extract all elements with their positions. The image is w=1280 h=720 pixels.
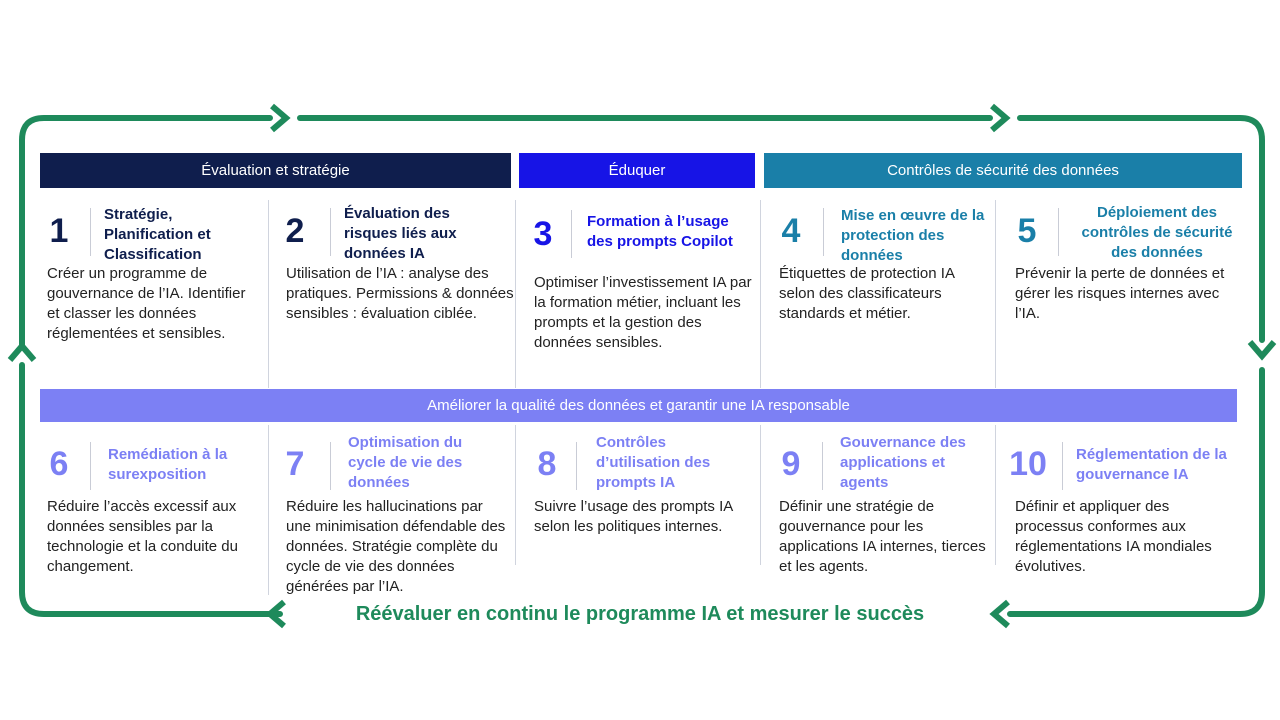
step-title: Déploiement des contrôles de sécurité des données <box>1081 204 1233 261</box>
step-number: 7 <box>285 445 305 483</box>
step-title: Optimisation du cycle de vie des données <box>348 434 463 491</box>
column-separator <box>995 425 996 565</box>
step-description: Optimiser l’investissement IA par la formation métier, incluant les prompts et la gestion des données sensibles. <box>534 274 752 351</box>
reevaluate-caption: Réévaluer en continu le programme IA et mesurer le succès <box>355 603 925 625</box>
step-description: Utilisation de l’IA : analyse des pratiques. Permissions & données sensibles : évaluation ciblée. <box>286 265 514 322</box>
step-number: 9 <box>781 445 801 483</box>
header-evaluation-strategie: Évaluation et stratégie <box>40 153 511 188</box>
step-title: Réglementation de la gouvernance IA <box>1076 446 1227 483</box>
header-controles-securite: Contrôles de sécurité des données <box>764 153 1242 188</box>
step-divider <box>576 442 577 490</box>
step-number: 1 <box>49 212 69 250</box>
step-number: 3 <box>533 215 553 253</box>
step-divider <box>823 208 824 256</box>
step-number: 10 <box>1009 445 1047 483</box>
chevron-right-icon <box>992 106 1006 130</box>
step-description: Définir et appliquer des processus conformes aux réglementations IA mondiales évolutives. <box>1015 498 1212 575</box>
step-title: Évaluation des risques liés aux données IA <box>344 205 457 262</box>
step-number: 5 <box>1017 212 1037 250</box>
step-number: 6 <box>49 445 69 483</box>
step-divider <box>1058 208 1059 256</box>
step-divider <box>1062 442 1063 490</box>
step-title: Remédiation à la surexposition <box>108 446 228 483</box>
step-description: Réduire l’accès excessif aux données sensibles par la technologie et la conduite du changement. <box>47 498 238 575</box>
step-description: Étiquettes de protection IA selon des classificateurs standards et métier. <box>779 265 955 322</box>
step-title: Mise en œuvre de la protection des données <box>841 207 985 264</box>
step-number: 8 <box>537 445 557 483</box>
step-divider <box>90 208 91 256</box>
responsible-ai-band: Améliorer la qualité des données et garantir une IA responsable <box>40 389 1237 422</box>
step-description: Définir une stratégie de gouvernance pour les applications IA internes, tierces et les agents. <box>779 498 986 575</box>
step-title: Stratégie, Planification et Classification <box>104 206 211 263</box>
column-separator <box>995 200 996 388</box>
step-divider <box>822 442 823 490</box>
chevron-down-icon <box>1250 342 1274 356</box>
chevron-right-icon <box>272 106 286 130</box>
step-title: Formation à l’usage des prompts Copilot <box>587 213 733 250</box>
chevron-up-icon <box>10 346 34 360</box>
step-number: 4 <box>781 212 801 250</box>
step-divider <box>330 208 331 256</box>
header-eduquer: Éduquer <box>519 153 755 188</box>
step-description: Suivre l’usage des prompts IA selon les politiques internes. <box>534 498 733 535</box>
step-divider <box>571 210 572 258</box>
step-description: Prévenir la perte de données et gérer les risques internes avec l’IA. <box>1015 265 1225 322</box>
step-title: Contrôles d’utilisation des prompts IA <box>596 434 711 491</box>
step-divider <box>90 442 91 490</box>
step-description: Réduire les hallucinations par une minimisation défendable des données. Stratégie complète du cycle de vie des données générées par l’IA. <box>286 498 506 595</box>
step-title: Gouvernance des applications et agents <box>840 434 966 491</box>
step-number: 2 <box>285 212 305 250</box>
step-divider <box>330 442 331 490</box>
column-separator <box>515 425 516 565</box>
step-description: Créer un programme de gouvernance de l’IA. Identifier et classer les données réglementées et sensibles. <box>47 265 246 342</box>
